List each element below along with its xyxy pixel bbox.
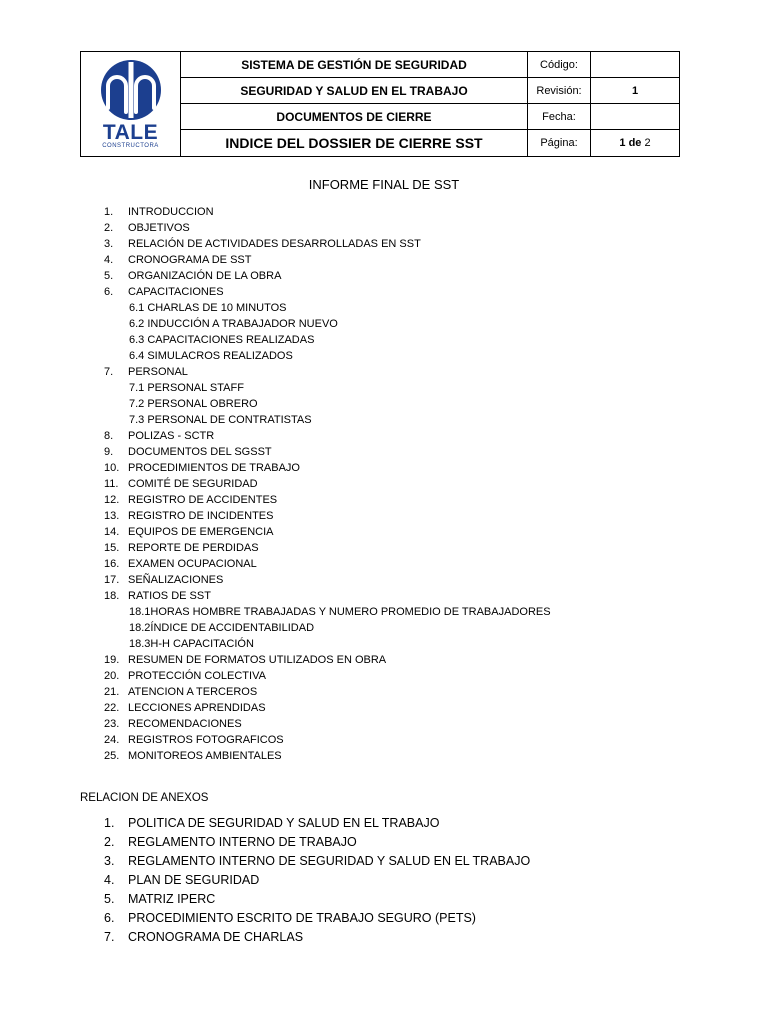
index-item-number: 5. bbox=[104, 270, 114, 282]
index-item-text: COMITÉ DE SEGURIDAD bbox=[128, 478, 258, 490]
date-value bbox=[591, 104, 680, 130]
date-label: Fecha: bbox=[528, 104, 591, 130]
index-item-number: 20. bbox=[104, 670, 120, 682]
annex-item-text: PROCEDIMIENTO ESCRITO DE TRABAJO SEGURO (PETS) bbox=[128, 911, 476, 925]
index-item-text: PROTECCIÓN COLECTIVA bbox=[128, 670, 266, 682]
index-item-text: ORGANIZACIÓN DE LA OBRA bbox=[128, 270, 282, 282]
annex-item-number: 3. bbox=[104, 854, 115, 868]
index-item-text: 6.2 INDUCCIÓN A TRABAJADOR NUEVO bbox=[129, 318, 338, 330]
index-item-text: CAPACITACIONES bbox=[128, 286, 224, 298]
annex-item-number: 1. bbox=[104, 816, 115, 830]
index-item-number: 8. bbox=[104, 430, 114, 442]
index-item-number: 22. bbox=[104, 702, 120, 714]
index-item-text: INTRODUCCION bbox=[128, 206, 214, 218]
page-value-bold: 1 de bbox=[619, 137, 642, 149]
annex-item-text: REGLAMENTO INTERNO DE TRABAJO bbox=[128, 835, 357, 849]
annex-item-number: 2. bbox=[104, 835, 115, 849]
logo-emblem-icon bbox=[99, 58, 163, 122]
annex-item-number: 6. bbox=[104, 911, 115, 925]
index-item-number: 24. bbox=[104, 734, 120, 746]
header-title-docs: DOCUMENTOS DE CIERRE bbox=[181, 104, 528, 130]
annex-item-text: REGLAMENTO INTERNO DE SEGURIDAD Y SALUD EN EL TRABAJO bbox=[128, 854, 531, 868]
index-item-text: 18.1HORAS HOMBRE TRABAJADAS Y NUMERO PROMEDIO DE TRABAJADORES bbox=[129, 606, 551, 618]
page-value-total: 2 bbox=[641, 137, 651, 149]
index-item-number: 7. bbox=[104, 366, 114, 378]
header-title-index: INDICE DEL DOSSIER DE CIERRE SST bbox=[181, 130, 528, 157]
index-item-text: RELACIÓN DE ACTIVIDADES DESARROLLADAS EN SST bbox=[128, 238, 421, 250]
index-item-text: POLIZAS - SCTR bbox=[128, 430, 215, 442]
index-item-text: REPORTE DE PERDIDAS bbox=[128, 542, 259, 554]
index-item-number: 23. bbox=[104, 718, 120, 730]
index-item-text: 6.3 CAPACITACIONES REALIZADAS bbox=[129, 334, 315, 346]
header-title-system: SISTEMA DE GESTIÓN DE SEGURIDAD bbox=[181, 52, 528, 78]
index-item-text: EXAMEN OCUPACIONAL bbox=[128, 558, 257, 570]
code-label: Código: bbox=[528, 52, 591, 78]
index-item-text: RECOMENDACIONES bbox=[128, 718, 242, 730]
index-item-text: 7.3 PERSONAL DE CONTRATISTAS bbox=[129, 414, 312, 426]
annex-item-text: PLAN DE SEGURIDAD bbox=[128, 873, 260, 887]
annex-item-text: MATRIZ IPERC bbox=[128, 892, 216, 906]
document-title: INFORME FINAL DE SST bbox=[308, 177, 460, 192]
annex-item-text: CRONOGRAMA DE CHARLAS bbox=[128, 930, 304, 944]
index-item-number: 1. bbox=[104, 206, 114, 218]
logo-cell bbox=[81, 52, 181, 157]
index-item-number: 18. bbox=[104, 590, 120, 602]
index-item-text: CRONOGRAMA DE SST bbox=[128, 254, 252, 266]
index-item-number: 21. bbox=[104, 686, 120, 698]
index-item-text: OBJETIVOS bbox=[128, 222, 190, 234]
index-item-text: SEÑALIZACIONES bbox=[128, 574, 224, 586]
index-item-number: 19. bbox=[104, 654, 120, 666]
annex-item-text: POLITICA DE SEGURIDAD Y SALUD EN EL TRABAJO bbox=[128, 816, 440, 830]
annex-item-number: 4. bbox=[104, 873, 115, 887]
index-item-number: 25. bbox=[104, 750, 120, 762]
index-item-number: 9. bbox=[104, 446, 114, 458]
index-item-number: 13. bbox=[104, 510, 120, 522]
index-item-number: 17. bbox=[104, 574, 120, 586]
index-item-text: 7.1 PERSONAL STAFF bbox=[129, 382, 244, 394]
index-item-number: 4. bbox=[104, 254, 114, 266]
index-item-text: ATENCION A TERCEROS bbox=[128, 686, 258, 698]
document-header-table bbox=[80, 51, 680, 157]
logo-subtext: CONSTRUCTORA bbox=[102, 143, 159, 149]
index-item-text: RATIOS DE SST bbox=[128, 590, 211, 602]
index-item-number: 15. bbox=[104, 542, 120, 554]
index-item-text: 18.2ÍNDICE DE ACCIDENTABILIDAD bbox=[129, 622, 315, 634]
index-item-text: 6.1 CHARLAS DE 10 MINUTOS bbox=[129, 302, 287, 314]
index-item-number: 14. bbox=[104, 526, 120, 538]
code-value bbox=[591, 52, 680, 78]
index-item-text: 6.4 SIMULACROS REALIZADOS bbox=[129, 350, 293, 362]
index-item-text: EQUIPOS DE EMERGENCIA bbox=[128, 526, 274, 538]
annex-title: RELACION DE ANEXOS bbox=[80, 792, 209, 804]
annex-item-number: 7. bbox=[104, 930, 115, 944]
index-item-text: RESUMEN DE FORMATOS UTILIZADOS EN OBRA bbox=[128, 654, 387, 666]
index-item-text: MONITOREOS AMBIENTALES bbox=[128, 750, 282, 762]
index-item-number: 12. bbox=[104, 494, 120, 506]
page-value bbox=[591, 130, 680, 157]
index-item-number: 3. bbox=[104, 238, 114, 250]
index-item-number: 11. bbox=[104, 478, 119, 490]
index-item-number: 2. bbox=[104, 222, 114, 234]
header-title-sst: SEGURIDAD Y SALUD EN EL TRABAJO bbox=[181, 78, 528, 104]
index-item-text: PERSONAL bbox=[128, 366, 188, 378]
revision-label: Revisión: bbox=[528, 78, 591, 104]
index-item-text: REGISTRO DE INCIDENTES bbox=[128, 510, 274, 522]
index-item-number: 6. bbox=[104, 286, 114, 298]
company-logo bbox=[81, 58, 180, 150]
index-item-text: 7.2 PERSONAL OBRERO bbox=[129, 398, 258, 410]
index-item-text: 18.3H-H CAPACITACIÓN bbox=[129, 638, 254, 650]
index-item-text: PROCEDIMIENTOS DE TRABAJO bbox=[128, 462, 300, 474]
logo-text: TALE bbox=[102, 121, 159, 144]
annex-item-number: 5. bbox=[104, 892, 115, 906]
index-item-number: 10. bbox=[104, 462, 120, 474]
index-item-text: REGISTROS FOTOGRAFICOS bbox=[128, 734, 284, 746]
page-label: Página: bbox=[528, 130, 591, 157]
index-item-text: REGISTRO DE ACCIDENTES bbox=[128, 494, 278, 506]
index-item-number: 16. bbox=[104, 558, 120, 570]
index-item-text: DOCUMENTOS DEL SGSST bbox=[128, 446, 272, 458]
index-item-text: LECCIONES APRENDIDAS bbox=[128, 702, 266, 714]
revision-value: 1 bbox=[591, 78, 680, 104]
